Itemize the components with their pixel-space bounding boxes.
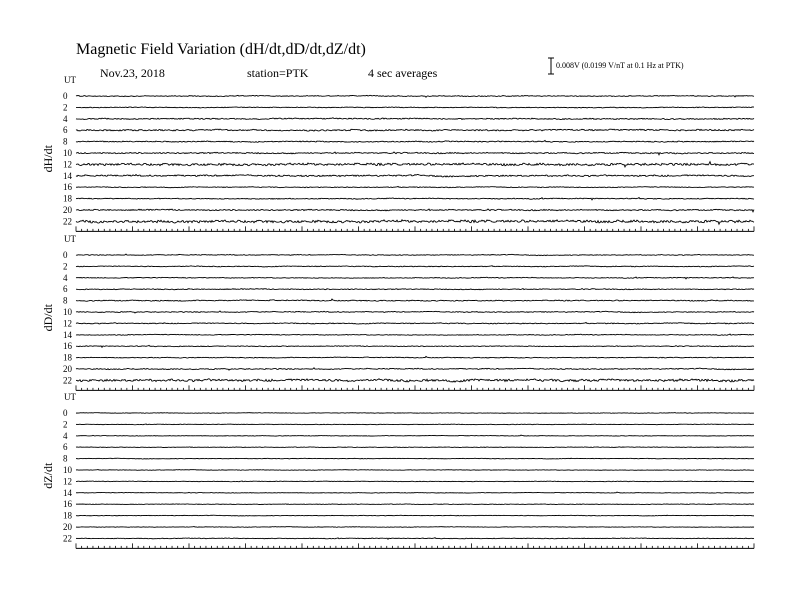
trace-line [76,424,754,425]
chart-title: Magnetic Field Variation (dH/dt,dD/dt,dZ/dt) [76,41,366,58]
row-hour-label: 20 [63,364,72,374]
ut-axis-label: UT [64,234,76,244]
row-hour-label: 10 [63,148,72,158]
trace-line [76,107,754,108]
row-hour-label: 4 [63,430,68,441]
trace-line [76,140,754,142]
trace-line [76,95,754,97]
trace-line [76,515,754,516]
trace-line [76,175,754,178]
averages-label: 4 sec averages [368,66,438,80]
row-hour-label: 6 [63,284,68,295]
trace-line [76,198,754,200]
trace-line [76,322,754,324]
row-hour-label: 6 [63,125,68,136]
row-hour-label: 12 [63,476,72,487]
ut-axis-label: UT [64,392,76,402]
component-label: dD/dt [41,304,55,332]
row-hour-label: 18 [63,352,72,363]
trace-line [76,345,754,347]
trace-line [76,299,754,301]
row-hour-label: 16 [63,182,72,193]
row-hour-label: 14 [63,329,72,340]
trace-line [76,492,754,493]
row-hour-label: 20 [63,522,72,532]
row-hour-label: 2 [63,419,68,430]
trace-line [76,288,754,289]
row-hour-label: 14 [63,170,72,181]
trace-line [76,311,754,313]
row-hour-label: 8 [63,295,68,306]
trace-line [76,162,754,167]
trace-line [76,435,754,436]
row-hour-label: 8 [63,453,68,464]
row-hour-label: 18 [63,510,72,521]
row-hour-label: 16 [63,341,72,352]
trace-line [76,254,754,256]
component-label: dZ/dt [41,462,55,489]
trace-line [76,277,754,279]
row-hour-label: 12 [63,159,72,170]
panel-dZ-dt [41,392,754,548]
row-hour-label: 6 [63,442,68,453]
trace-line [76,152,754,155]
row-hour-label: 0 [63,408,68,418]
trace-line [76,379,754,382]
row-hour-label: 0 [63,91,68,101]
trace-line [76,469,754,470]
trace-line [76,447,754,448]
trace-line [76,118,754,120]
trace-line [76,413,754,414]
trace-line [76,538,754,540]
row-hour-label: 2 [63,261,68,272]
date-label: Nov.23, 2018 [100,66,165,80]
row-hour-label: 22 [63,533,72,544]
panel-dD-dt [41,234,754,390]
row-hour-label: 4 [63,113,68,124]
component-label: dH/dt [41,145,55,173]
trace-line [76,186,754,187]
row-hour-label: 0 [63,250,68,260]
trace-line [76,220,754,224]
row-hour-label: 10 [63,465,72,475]
row-hour-label: 2 [63,102,68,113]
row-hour-label: 22 [63,216,72,227]
trace-line [76,458,754,459]
row-hour-label: 8 [63,136,68,147]
row-hour-label: 16 [63,499,72,510]
panels-group [41,75,754,548]
trace-line [76,266,754,267]
trace-line [76,526,754,527]
trace-line [76,504,754,505]
row-hour-label: 14 [63,487,72,498]
ut-axis-label: UT [64,75,76,85]
trace-line [76,129,754,131]
trace-line [76,209,754,212]
trace-line [76,356,754,358]
trace-line [76,481,754,482]
row-hour-label: 12 [63,318,72,329]
row-hour-label: 18 [63,193,72,204]
panel-dH-dt [41,75,754,231]
trace-line [76,368,754,370]
row-hour-label: 4 [63,272,68,283]
scale-note: 0.008V (0.0199 V/nT at 0.1 Hz at PTK) [556,61,684,70]
row-hour-label: 20 [63,205,72,215]
trace-line [76,334,754,335]
station-label: station=PTK [247,66,309,80]
scale-bar [548,58,684,74]
row-hour-label: 10 [63,307,72,317]
row-hour-label: 22 [63,375,72,386]
